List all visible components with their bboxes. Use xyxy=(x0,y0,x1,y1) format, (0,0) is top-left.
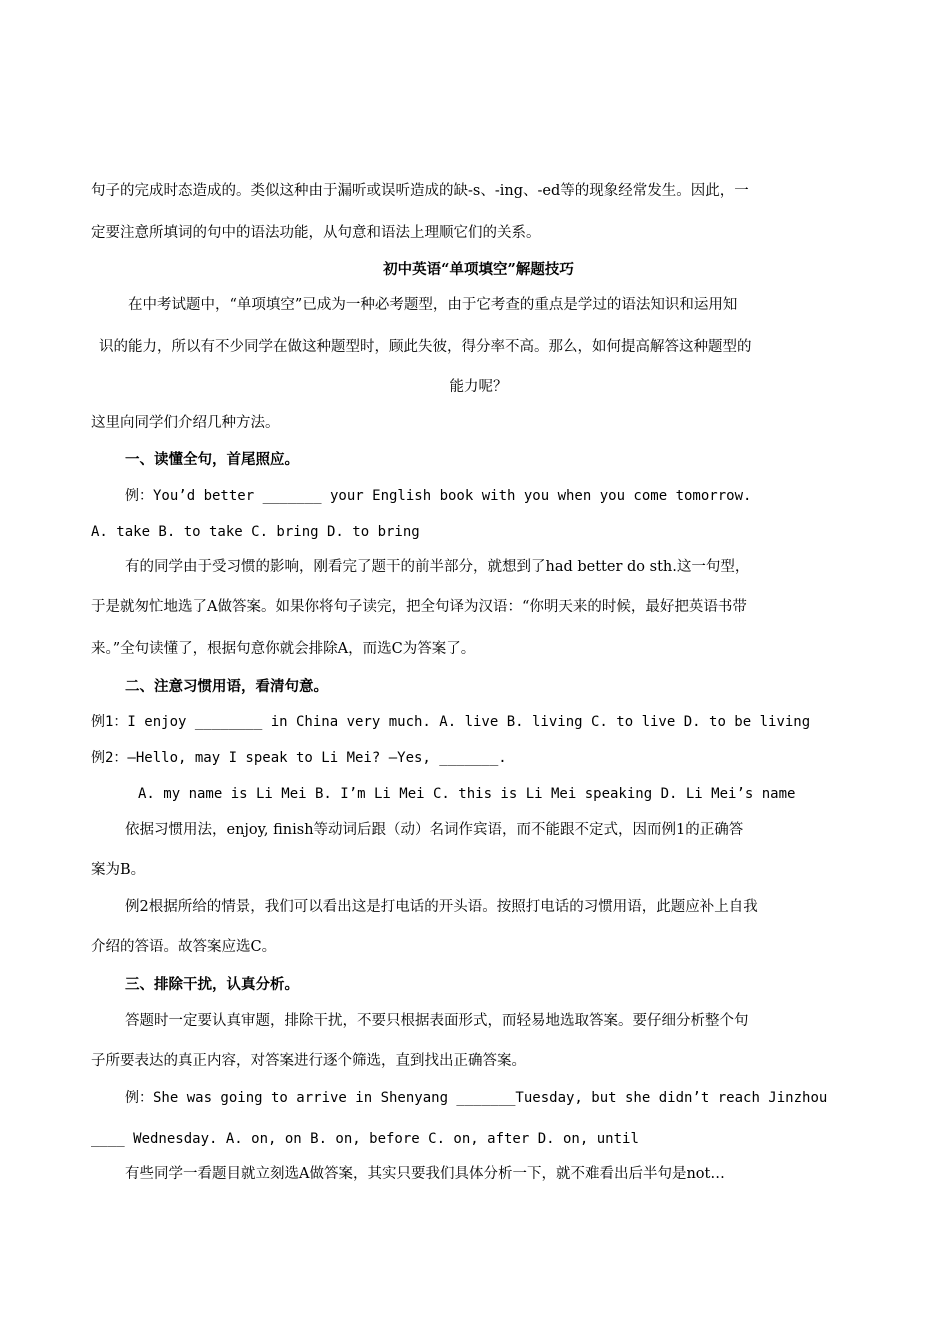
paragraph-line: 案为B。 xyxy=(91,862,146,878)
paragraph-line: 来。”全句读懂了，根据句意你就会排除A，而选C为答案了。 xyxy=(91,641,476,657)
paragraph-line: 识的能力，所以有不少同学在做这种题型时，顾此失彼，得分率不高。那么，如何提高解答这种题型的 xyxy=(99,339,752,355)
options-line: A. my name is Li Mei B. I’m Li Mei C. this is Li Mei speaking D. Li Mei’s name xyxy=(138,786,796,802)
paragraph-line: 依据习惯用法，enjoy, finish等动词后跟（动）名词作宾语，而不能跟不定式，因而例1的正确答 xyxy=(125,822,744,838)
paragraph-line: 有的同学由于受习惯的影响，刚看完了题干的前半部分，就想到了had better do sth.这一句型， xyxy=(125,559,750,575)
example-line: 例：She was going to arrive in Shenyang _______Tuesday, but she didn’t reach Jinzhou xyxy=(125,1090,828,1106)
paragraph-line: 能力呢？ xyxy=(449,379,508,395)
section-title: 初中英语“单项填空”解题技巧 xyxy=(383,261,574,278)
heading-3: 三、排除干扰，认真分析。 xyxy=(125,976,299,993)
example-line: 例1：I enjoy ________ in China very much. A. live B. living C. to live D. to be living xyxy=(91,714,811,730)
paragraph-line: 子所要表达的真正内容，对答案进行逐个筛选，直到找出正确答案。 xyxy=(91,1053,526,1069)
paragraph-line: 在中考试题中，“单项填空”已成为一种必考题型，由于它考查的重点是学过的语法知识和运用知 xyxy=(128,297,738,313)
options-line: A. take B. to take C. bring D. to bring xyxy=(91,524,420,540)
paragraph-line: 定要注意所填词的句中的语法功能，从句意和语法上理顺它们的关系。 xyxy=(91,225,541,241)
paragraph-line: 有些同学一看题目就立刻选A做答案，其实只要我们具体分析一下，就不难看出后半句是not… xyxy=(125,1166,725,1182)
heading-2: 二、注意习惯用语，看清句意。 xyxy=(125,678,328,695)
paragraph-line: 答题时一定要认真审题，排除干扰，不要只根据表面形式，而轻易地选取答案。要仔细分析整个句 xyxy=(125,1013,749,1029)
paragraph-line: 这里向同学们介绍几种方法。 xyxy=(91,415,280,431)
paragraph-line: 介绍的答语。故答案应选C。 xyxy=(91,939,277,955)
example-line: 例：You’d better _______ your English book with you when you come tomorrow. xyxy=(125,488,752,504)
paragraph-line: 例2根据所给的情景，我们可以看出这是打电话的开头语。按照打电话的习惯用语，此题应补上自我 xyxy=(125,899,758,915)
example-line: 例2：—Hello, may I speak to Li Mei? —Yes, _______. xyxy=(91,750,507,766)
heading-1: 一、读懂全句，首尾照应。 xyxy=(125,451,299,468)
paragraph-line: 句子的完成时态造成的。类似这种由于漏听或误听造成的缺-s、-ing、-ed等的现象经常发生。因此，一 xyxy=(91,183,749,199)
paragraph-line: 于是就匆忙地选了A做答案。如果你将句子读完，把全句译为汉语：“你明天来的时候，最好把英语书带 xyxy=(91,599,747,615)
options-line: ____ Wednesday. A. on, on B. on, before C. on, after D. on, until xyxy=(91,1131,639,1147)
